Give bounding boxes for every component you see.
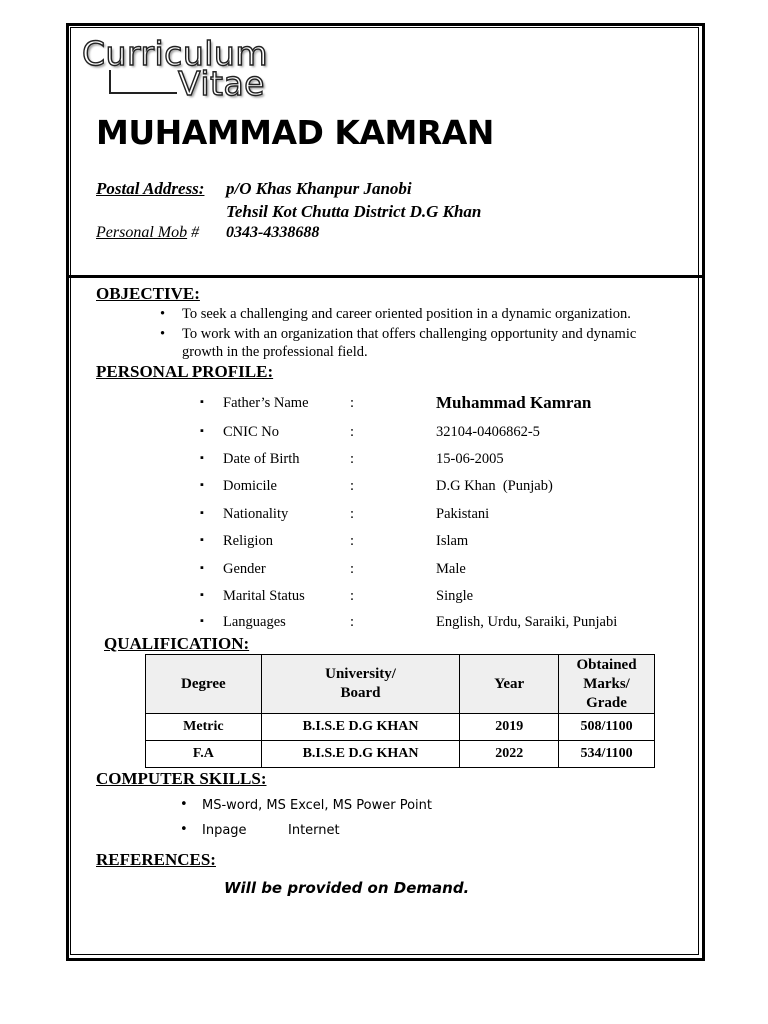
table-cell: Metric	[146, 714, 262, 741]
qualification-table	[145, 654, 655, 768]
personal-mob-value: 0343-4338688	[226, 224, 320, 241]
column-header-year: Year	[460, 655, 559, 714]
square-bullet-icon: ▪	[200, 562, 204, 574]
objective-item: • To work with an organization that offers challenging opportunity and dynamic growth in the professional field.	[150, 325, 670, 361]
computer-skills-heading: COMPUTER SKILLS:	[96, 769, 267, 788]
profile-value: 15-06-2005	[436, 451, 504, 467]
mob-hash: #	[187, 224, 200, 241]
square-bullet-icon: ▪	[200, 396, 204, 408]
column-header-marks	[559, 655, 655, 714]
profile-value: Muhammad Kamran	[436, 393, 592, 412]
profile-value: Islam	[436, 533, 469, 549]
applicant-name: MUHAMMAD KAMRAN	[96, 113, 494, 152]
list-item	[180, 798, 432, 823]
column-header-board	[261, 655, 460, 714]
table-header-row	[146, 655, 655, 714]
profile-value: D.G Khan (Punjab)	[436, 478, 553, 494]
logo-line1: Curriculum	[82, 34, 268, 73]
profile-value: English, Urdu, Saraiki, Punjabi	[436, 614, 618, 630]
logo-line2: Vitae	[178, 64, 265, 103]
profile-label: Religion	[223, 533, 273, 549]
skill-text: MS-word, MS Excel, MS Power Point	[202, 798, 432, 813]
profile-value: Single	[436, 588, 474, 604]
profile-colon: :	[350, 506, 355, 522]
profile-colon: :	[350, 561, 355, 577]
square-bullet-icon: ▪	[200, 452, 204, 464]
header-divider	[66, 275, 702, 278]
profile-label: Date of Birth	[223, 451, 300, 467]
postal-address-label: Postal Address:	[96, 179, 205, 198]
personal-profile-heading: PERSONAL PROFILE:	[96, 362, 274, 381]
profile-colon: :	[350, 614, 355, 630]
profile-label: Father’s Name	[223, 395, 309, 411]
profile-label: Marital Status	[223, 588, 305, 604]
table-cell: B.I.S.E D.G KHAN	[261, 741, 460, 768]
profile-colon: :	[350, 451, 355, 467]
square-bullet-icon: ▪	[200, 507, 204, 519]
board-header-text: University/ Board	[325, 666, 396, 701]
list-item	[180, 823, 432, 848]
skills-list	[180, 798, 432, 848]
objective-heading: OBJECTIVE:	[96, 284, 200, 303]
personal-mob-label	[96, 224, 199, 242]
table-row	[146, 714, 655, 741]
square-bullet-icon: ▪	[200, 425, 204, 437]
square-bullet-icon: ▪	[200, 534, 204, 546]
column-header-degree: Degree	[146, 655, 262, 714]
references-heading: REFERENCES:	[96, 850, 216, 869]
objective-item: • To seek a challenging and career oriented position in a dynamic organization.	[150, 305, 670, 323]
table-cell: 2022	[460, 741, 559, 768]
references-text: Will be provided on Demand.	[224, 879, 470, 897]
profile-value: Pakistani	[436, 506, 490, 522]
profile-colon: :	[350, 533, 355, 549]
skill-text: Inpage	[202, 823, 247, 838]
profile-label: CNIC No	[223, 424, 279, 440]
profile-value: Male	[436, 561, 466, 577]
qualification-heading: QUALIFICATION:	[104, 634, 250, 653]
table-row	[146, 741, 655, 768]
profile-label: Domicile	[223, 478, 277, 494]
table-cell: 2019	[460, 714, 559, 741]
profile-colon: :	[350, 588, 355, 604]
profile-colon: :	[350, 424, 355, 440]
logo-hook-line	[109, 70, 177, 94]
postal-address-line2: Tehsil Kot Chutta District D.G Khan	[226, 202, 482, 221]
profile-colon: :	[350, 478, 355, 494]
table-cell: 508/1100	[559, 714, 655, 741]
mob-label-text: Personal Mob	[96, 224, 188, 241]
profile-label: Nationality	[223, 506, 289, 522]
table-cell: F.A	[146, 741, 262, 768]
square-bullet-icon: ▪	[200, 589, 204, 601]
profile-value: 32104-0406862-5	[436, 424, 540, 440]
postal-address-line1: p/O Khas Khanpur Janobi	[226, 179, 412, 198]
skill-text: Internet	[288, 823, 340, 838]
marks-header-text: Obtained Marks/ Grade	[576, 656, 637, 711]
profile-label: Gender	[223, 561, 266, 577]
profile-colon: :	[350, 395, 355, 411]
objective-list	[150, 305, 670, 363]
table-cell: B.I.S.E D.G KHAN	[261, 714, 460, 741]
square-bullet-icon: ▪	[200, 479, 204, 491]
square-bullet-icon: ▪	[200, 615, 204, 627]
curriculum-vitae-logo	[82, 34, 282, 106]
profile-label: Languages	[223, 614, 286, 630]
table-cell: 534/1100	[559, 741, 655, 768]
